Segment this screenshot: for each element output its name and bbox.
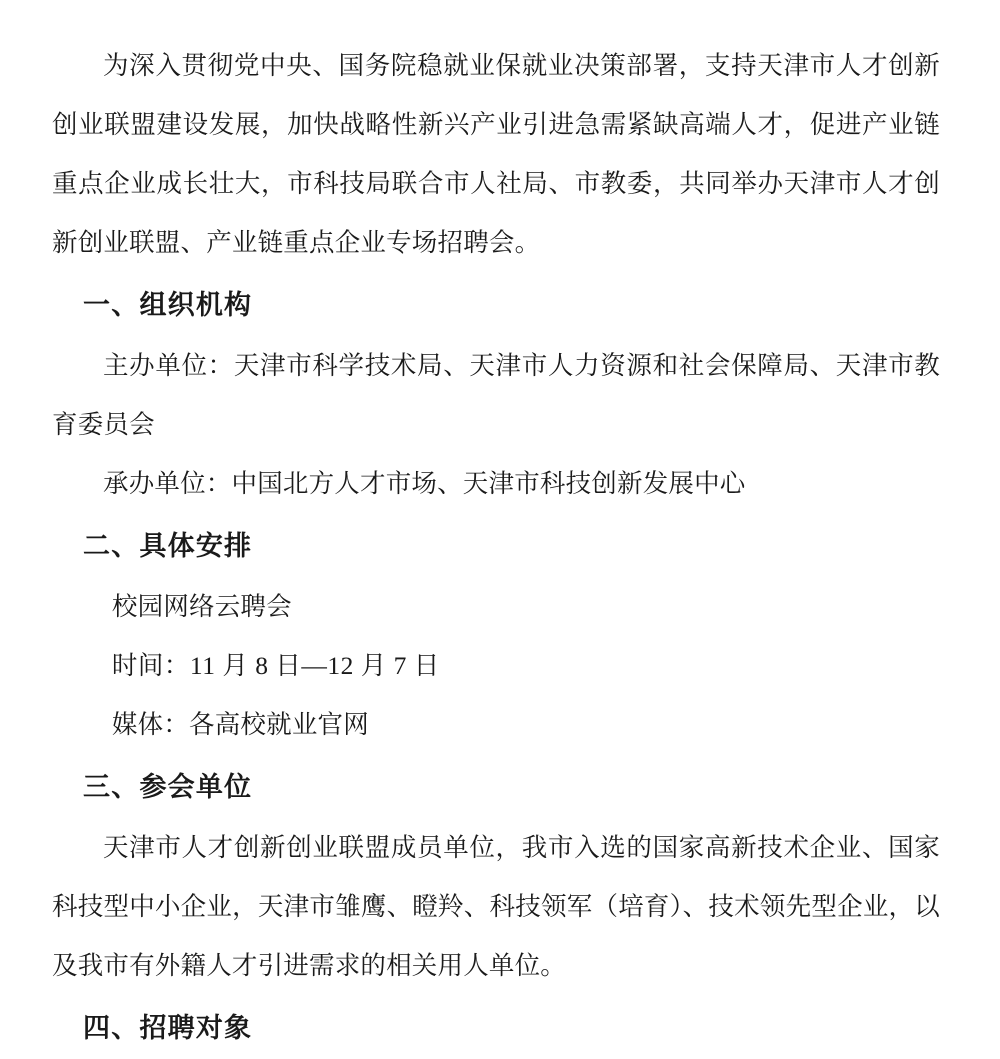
coorganizer-paragraph: 承办单位：中国北方人才市场、天津市科技创新发展中心 <box>103 469 746 498</box>
participants-paragraph: 天津市人才创新创业联盟成员单位，我市入选的国家高新技术企业、国家科技型中小企业，天津市雏鹰、瞪羚、科技领军（培育）、技术领先型企业，以及我市有外籍人才引进需求的相关用人单位。 <box>52 833 940 980</box>
arrangement-line-media: 媒体：各高校就业官网 <box>111 710 369 739</box>
arrangement-line-time: 时间：11 月 8 日—12 月 7 日 <box>111 651 440 680</box>
section-heading-recruitment-targets: 四、招聘对象 <box>83 1013 253 1044</box>
intro-paragraph: 为深入贯彻党中央、国务院稳就业保就业决策部署，支持天津市人才创新创业联盟建设发展，加快战略性新兴产业引进急需紧缺高端人才，促进产业链重点企业成长壮大，市科技局联合市人社局、市教委，共同举办天津市人才创新创业联盟、产业链重点企业专场招聘会。 <box>52 51 940 257</box>
section-heading-participants: 三、参会单位 <box>83 772 253 803</box>
organizer-paragraph: 主办单位：天津市科学技术局、天津市人力资源和社会保障局、天津市教育委员会 <box>52 351 940 439</box>
arrangement-line-event: 校园网络云聘会 <box>111 592 292 621</box>
section-heading-arrangements: 二、具体安排 <box>83 531 253 562</box>
section-heading-organization: 一、组织机构 <box>83 290 253 321</box>
